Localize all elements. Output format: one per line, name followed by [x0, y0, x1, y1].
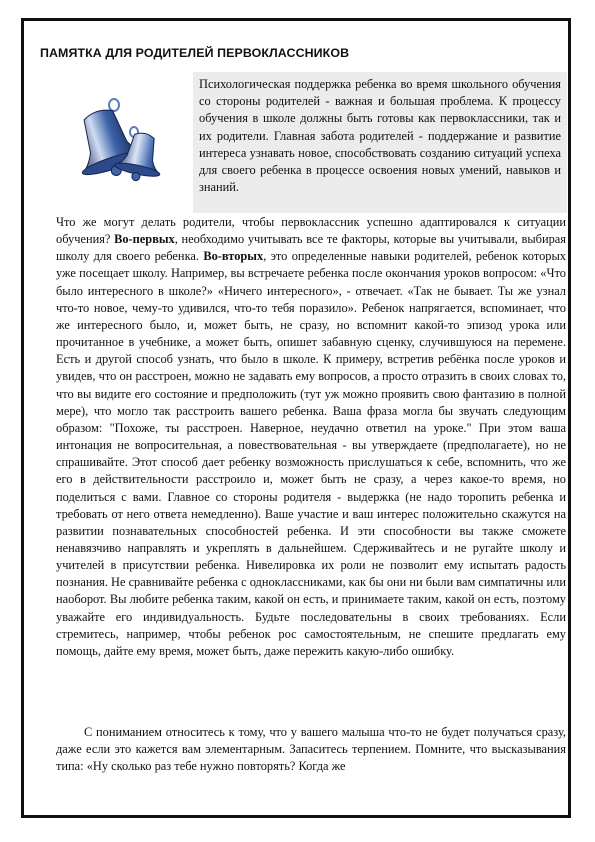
bells-icon	[52, 92, 182, 192]
body-paragraph	[56, 214, 566, 660]
page-title: ПАМЯТКА ДЛЯ РОДИТЕЛЕЙ ПЕРВОКЛАССНИКОВ	[40, 46, 350, 60]
second-paragraph: С пониманием относитесь к тому, что у вашего малыша что-то не будет получаться сразу, даже если это кажется вам элементарным. Запаситесь терпением. Помните, что высказывания типа: «Ну сколько раз тебе нужно повторять? Когда же	[56, 725, 566, 774]
body-text-1: Что же могут делать родители, чтобы первоклассник успешно адаптировался к ситуации обучения?	[56, 215, 566, 247]
second-point-label: Во-вторых	[203, 249, 264, 264]
body-text-3: , это определенные навыки родителей, ребенок которых уже посещает школу. Например, вы встречаете ребенка после окончания уроков вопросом: «Что было интересного в школе?» «Ничего интересного», - отвечает. «Так не бывает. Ты же узнал что-то новое, чему-то удивился, что-то тебя поразило». Ребенок напрягается, вспоминает, что же интересного было, и, может быть, не сразу, но вспомнит какой-то эпизод урока или прочитанное в учебнике, а может быть, опишет забавную сценку, случившуюся на перемене. Есть и другой способ узнать, что было в школе. К примеру, встретив ребёнка после уроков и увидев, что он расстроен, можно не задавать ему вопросов, а просто отразить в своих словах то, что вы видите его состояние и предположить (тут уж можно проявить свою фантазию в полной мере), что могло так расстроить вашего ребенка. Ваша фраза могла бы звучать следующим образом: "Похоже, ты расстроен. Наверное, неудачно ответил на уроке." При этом ваша интонация не вопросительная, а повествовательная - вы утверждаете (предполагаете), но не спрашивайте. Этот способ дает ребенку возможность прислушаться к себе, вспомнить, что же его в действительности расстроило и, может быть не сразу, а через какое-то время, но поделиться с вами. Главное со стороны родителя - выдержка (не надо торопить ребенка и требовать от него ответа немедленно). Ваше участие и ваш интерес положительно скажутся на развитии познавательных способностей ребенка. И эти способности вы также сможете ненавязчиво направлять и укреплять в дальнейшем. Сдерживайтесь и не ругайте школу и учителей в присутствии ребенка. Нивелировка их роли не позволит ему испытать радость познания. Не сравнивайте ребенка с одноклассниками, как бы они ни были вам симпатичны или наоборот. Вы любите ребенка таким, какой он есть, и принимаете таким, какой он есть, поэтому уважайте его индивидуальность. Будьте последовательны в своих требованиях. Если стремитесь, например, чтобы ребенок рос самостоятельным, не спешите предлагать ему помощь, дайте ему время, может быть, даже пережить какую-либо ошибку.	[56, 249, 566, 658]
first-point-label: Во-первых	[114, 232, 175, 247]
body-text-2: , необходимо учитывать все те факторы, которые вы учитывали, выбирая школу для своего ребенка.	[56, 232, 567, 264]
intro-box	[193, 72, 567, 213]
intro-text: Психологическая поддержка ребенка во время школьного обучения со стороны родителей - важная и большая проблема. К процессу обучения в школе должны быть готовы как первоклассники, так и их родители. Главная забота родителей - поддержание и развитие интереса узнавать новое, способствовать созданию ситуаций успеха для своего ребенка в процессе освоения новых умений, навыков и знаний.	[199, 77, 561, 195]
